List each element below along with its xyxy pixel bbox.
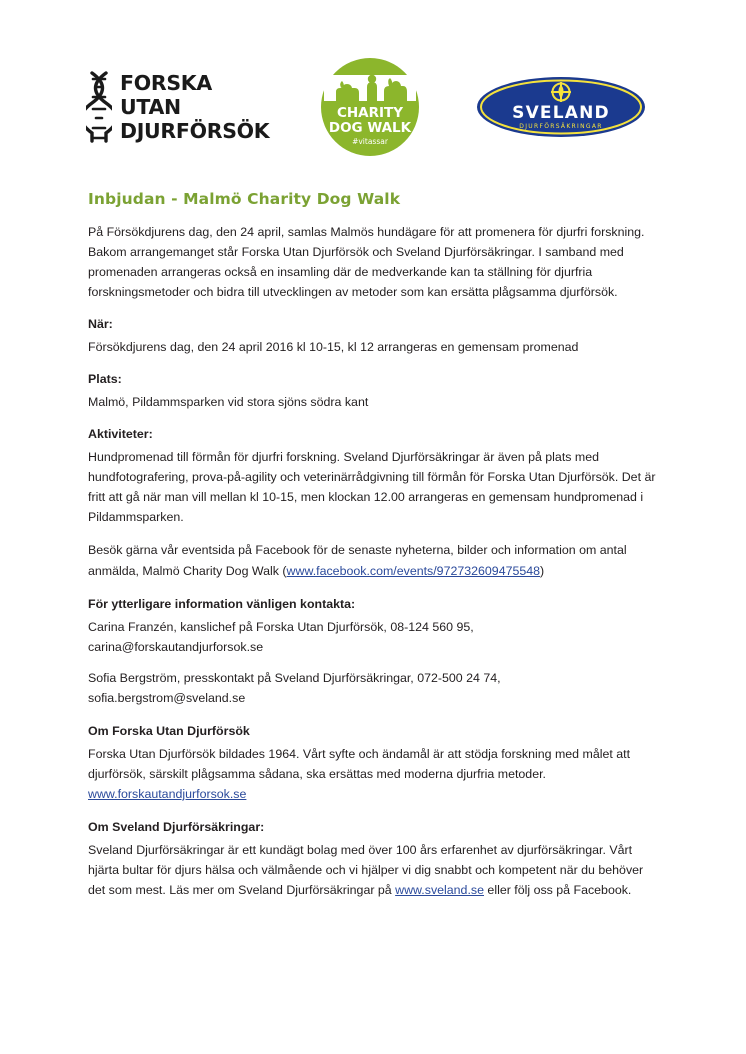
- activities-label: Aktiviteter:: [88, 427, 153, 442]
- about-sveland-text-before: Sveland Djurförsäkringar är ett kundägt bolag med över 100 års erfarenhet av djurförsäkringar. Vårt hjärta bultar för djurs hälsa och välmående och vi hjälper vi dig snabbt och kompetent när du behöver det som mest. Läs mer om Sveland Djurförsäkringar på: [88, 842, 644, 898]
- logo-text-line-1: FORSKA UTAN: [120, 71, 212, 119]
- when-label: När:: [88, 317, 113, 332]
- svg-text:CHARITY: CHARITY: [336, 105, 404, 121]
- svg-text:SVELAND: SVELAND: [512, 103, 610, 123]
- page-title: Inbjudan - Malmö Charity Dog Walk: [88, 190, 401, 208]
- forska-utan-djurforsok-logo-text: [120, 71, 276, 143]
- contact-sofia: [88, 668, 658, 708]
- charity-dog-walk-logo-graphic: [320, 57, 420, 157]
- activities-text: Hundpromenad till förmån för djurfri forskning. Sveland Djurförsäkringar är även på plats med hundfotografering, prova-på-agility och veterinärrådgivning till förmån för Forska Utan Djurförsök. Det är fritt att gå när man vill mellan kl 10-15, men klockan 12.00 arrangeras en gemensam hundpromenad i Pildammsparken.: [88, 450, 656, 525]
- dna-helix-icon: [86, 71, 112, 143]
- logo-text-line-2: DJURFÖRSÖK: [120, 118, 270, 143]
- facebook-event-link[interactable]: www.facebook.com/events/972732609475548: [286, 563, 541, 578]
- contact-carina-line-1: Carina Franzén, kanslichef på Forska Utan Djurförsök, 08-124 560 95,: [88, 619, 474, 634]
- contact-sofia-line-1: Sofia Bergström, presskontakt på Sveland Djurförsäkringar, 072-500 24 74,: [88, 670, 501, 685]
- svg-text:DOG WALK: DOG WALK: [328, 120, 412, 136]
- contact-carina: [88, 617, 658, 657]
- sveland-logo: [476, 76, 646, 138]
- sveland-logo-graphic: [476, 76, 646, 138]
- contact-label: För ytterligare information vänligen kontakta:: [88, 596, 356, 611]
- about-fud-text: Forska Utan Djurförsök bildades 1964. Vårt syfte och ändamål är att stödja forskning med målet att djurförsök, särskilt plågsamma sådana, ska ersättas med moderna djurfria metoder.: [88, 746, 631, 781]
- contact-sofia-email: sofia.bergstrom@sveland.se: [88, 690, 246, 705]
- about-fud-label: Om Forska Utan Djurförsök: [88, 723, 250, 738]
- facebook-paragraph: [88, 540, 658, 580]
- intro-paragraph: På Försökdjurens dag, den 24 april, samlas Malmös hundägare för att promenera för djurfri forskning. Bakom arrangemanget står Forska Utan Djurförsök och Sveland Djurförsäkringar. I samband med promenaden arrangeras också en insamling där de medverkande kan ta ställning för djurfria forskningsmetoder och bidra till utvecklingen av metoder som kan ersätta plågsamma djurförsök.: [88, 225, 645, 300]
- sveland-website-link[interactable]: www.sveland.se: [395, 883, 484, 898]
- svg-text:#vitassar: #vitassar: [352, 137, 388, 146]
- about-fud-paragraph: [88, 744, 658, 804]
- when-text: Försökdjurens dag, den 24 april 2016 kl 10-15, kl 12 arrangeras en gemensam promenad: [88, 340, 579, 355]
- place-text: Malmö, Pildammsparken vid stora sjöns södra kant: [88, 395, 369, 410]
- about-sveland-paragraph: [88, 840, 658, 900]
- about-sveland-label: Om Sveland Djurförsäkringar:: [88, 820, 265, 834]
- forska-utan-djurforsok-logo: [86, 71, 276, 143]
- svg-text:DJURFÖRSÄKRINGAR: DJURFÖRSÄKRINGAR: [519, 123, 603, 130]
- facebook-text-after: ): [540, 563, 545, 578]
- facebook-text-before: Besök gärna vår eventsida på Facebook för de senaste nyheterna, bilder och information om antal anmälda, Malmö Charity Dog Walk (: [88, 543, 627, 578]
- about-sveland-text-after: eller följ oss på Facebook.: [483, 883, 632, 898]
- contact-carina-email: carina@forskautandjurforsok.se: [88, 639, 264, 654]
- forskautandjurforsok-website-link[interactable]: www.forskautandjurforsok.se: [88, 786, 247, 801]
- charity-dog-walk-logo: [320, 57, 420, 157]
- logo-header: [86, 52, 658, 162]
- place-label: Plats:: [88, 372, 122, 387]
